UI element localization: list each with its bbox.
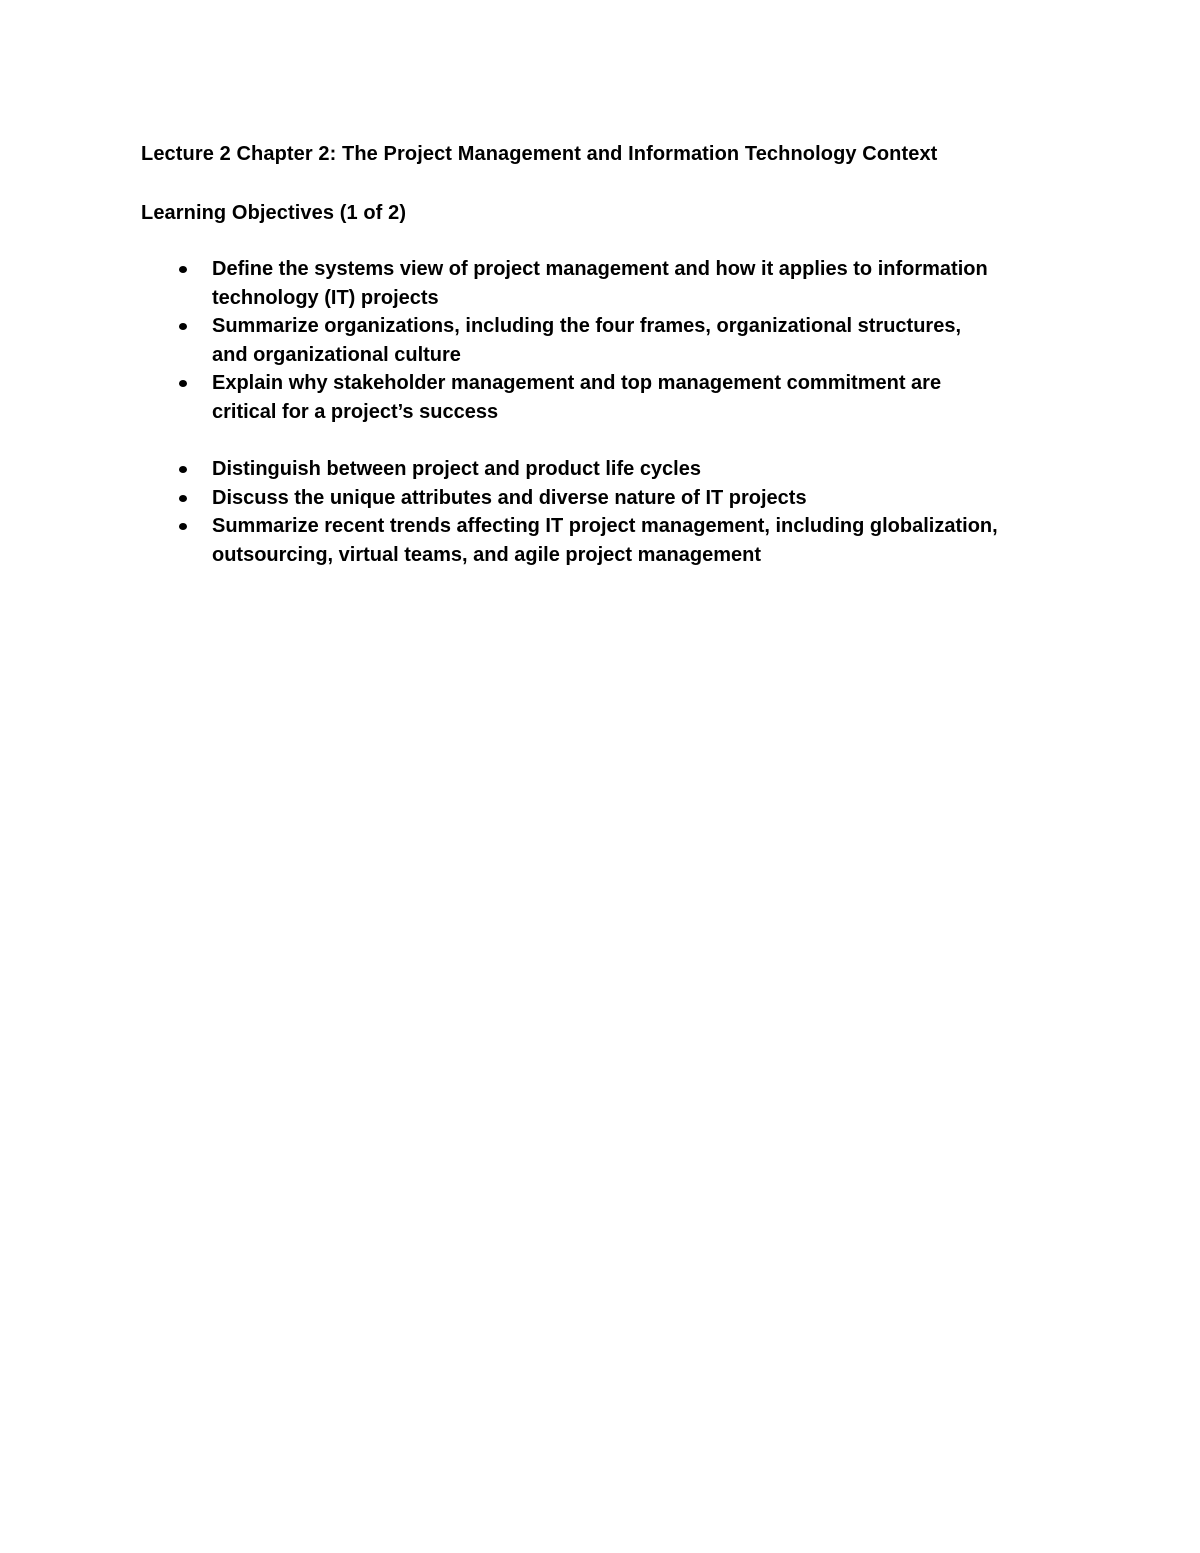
list-item-line: Explain why stakeholder management and top management commitment are <box>212 372 942 394</box>
bullet-icon <box>179 495 187 502</box>
document-content <box>141 140 1071 569</box>
list-item-text <box>212 512 1071 569</box>
list-item-text <box>212 484 1071 513</box>
list-item-line: Summarize recent trends affecting IT project management, including globalization, <box>212 515 998 537</box>
list-item-line: Summarize organizations, including the four frames, organizational structures, <box>212 315 962 337</box>
objectives-list-1 <box>141 255 1071 426</box>
list-item-line: critical for a project’s success <box>212 400 499 423</box>
list-item <box>141 455 1071 484</box>
objectives-list-2 <box>141 455 1071 569</box>
bullet-icon <box>179 380 187 387</box>
list-item <box>141 484 1071 513</box>
list-item <box>141 312 1071 369</box>
list-item <box>141 369 1071 426</box>
bullet-icon <box>179 523 187 530</box>
bullet-icon <box>179 323 187 330</box>
list-item-line: and organizational culture <box>212 343 461 366</box>
list-item <box>141 512 1071 569</box>
list-item-text <box>212 369 1071 426</box>
list-item-line: technology (IT) projects <box>212 286 439 309</box>
list-item-text <box>212 455 1071 484</box>
bullet-icon <box>179 266 187 273</box>
section-heading: Learning Objectives (1 of 2) <box>141 202 407 224</box>
bullet-icon <box>179 466 187 473</box>
list-item-line: Distinguish between project and product life cycles <box>212 458 701 480</box>
list-item-line: Discuss the unique attributes and diverse nature of IT projects <box>212 486 807 509</box>
list-item-line: Define the systems view of project management and how it applies to information <box>212 258 988 280</box>
list-item-text <box>212 312 1071 369</box>
document-title: Lecture 2 Chapter 2: The Project Management and Information Technology Context <box>141 143 938 165</box>
list-item-text <box>212 255 1071 312</box>
list-item-line: outsourcing, virtual teams, and agile project management <box>212 543 762 566</box>
list-item <box>141 255 1071 312</box>
